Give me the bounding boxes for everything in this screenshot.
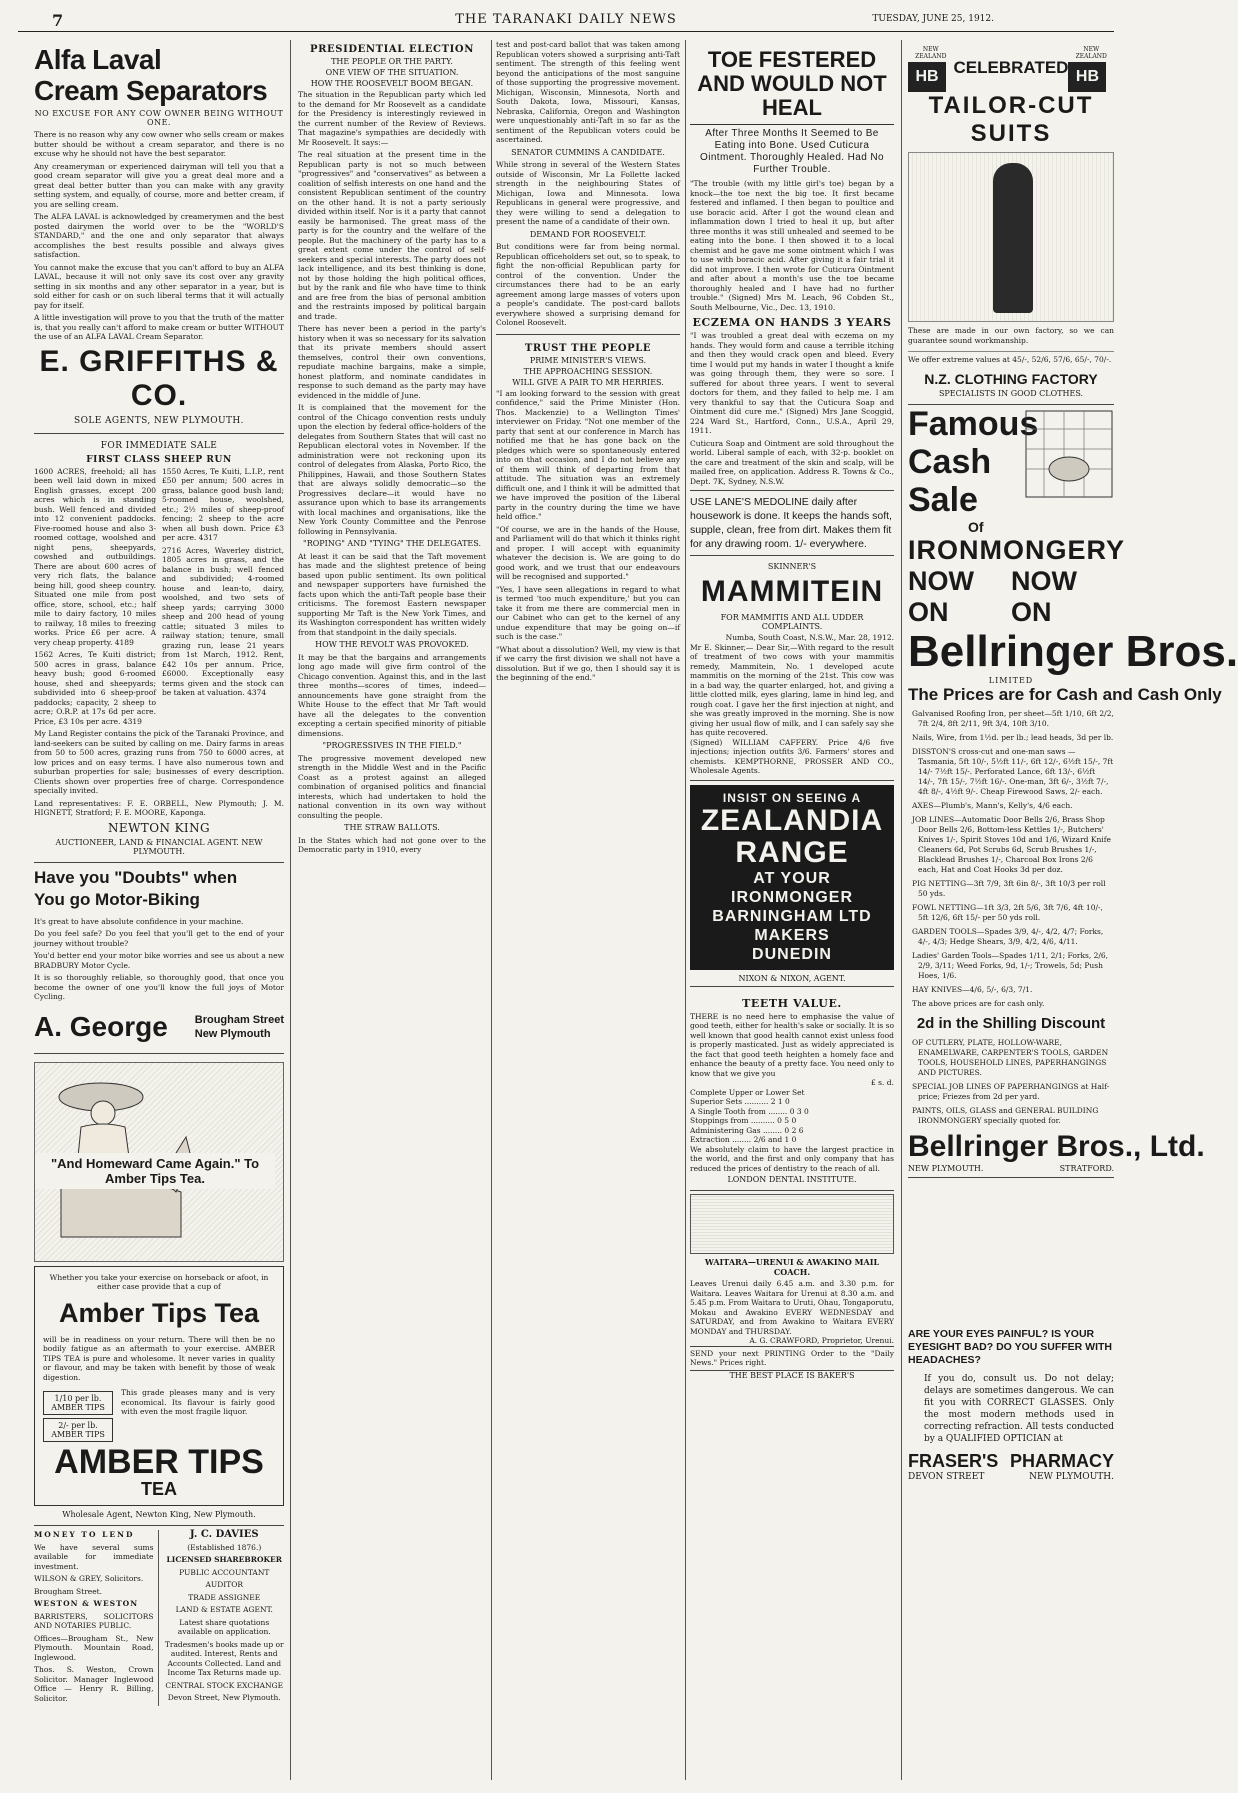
- trust-paragraph: "I am looking forward to the session with great confidence," said the Prime Minister (Hon. Thos. Mackenzie) to a Wellington Times' interviewer on Friday. "Not one member of the party that sent at our conference in March has notified me that he has gone back on the pledges which were so spontaneously entered into on that occasion, and I do not believe any of them will think of departing from that attitude. The situation was an extremely difficult one, and I think it will be admitted that we have improved the position of the Liberal party in the country during the time we have held office.": [496, 388, 680, 521]
- moto-paragraph: It is so thoroughly reliable, so thoroughly good, that once you become the owner of one you'll know the full joys of Motor Cycling.: [34, 973, 284, 1001]
- zealandia-agent: NIXON & NIXON, AGENT.: [690, 974, 894, 987]
- weston-staff: Thos. S. Weston, Crown Solicitor. Manager Inglewood Office — Henry R. Billing, Solicitor.: [34, 1665, 154, 1703]
- coach-sign: A. G. CRAWFORD, Proprietor, Urenui.: [749, 1336, 894, 1345]
- article-paragraph: It is complained that the movement for the control of the Chicago convention rests unduly upon the election by federal office-holders of the delegates from Southern States that will cast no Republican electoral votes in November. If the administration were not reckoning upon its control of delegates from Alaska, Porto Rico, the Philippines, Hawaii, and those Southern States that are always solidly democratic—so the Progressives declare—it would have no assurance upon which to base its arrangements with local machines and organisations, like the New York County Committee and the Penrose following in Pennsylvania.: [298, 403, 486, 536]
- price-item: GARDEN TOOLS—Spades 3/9, 4/-, 4/2, 4/7; Forks, 4/-, 4/3; Hedge Shears, 3/9, 4/2, 4/6, 4/11.: [912, 926, 1104, 946]
- george-name: A. George: [34, 1010, 168, 1042]
- pharmacy-word: PHARMACY: [1009, 1450, 1114, 1471]
- trust-paragraph: "Of course, we are in the hands of the House, and Parliament will do that which it thinks right and proper. I will accept with equanimity whatever the decision is. We are going to do good work, and we trust that our endeavours will be recognised and supported.": [496, 524, 680, 581]
- moto-paragraph: It's great to have absolute confidence in your machine.: [34, 916, 244, 926]
- hb-suits-ad: [908, 40, 1114, 405]
- newton-king: NEWTON KING: [108, 820, 210, 835]
- now-on-row: [908, 566, 1114, 628]
- cuticura-ad: [690, 40, 894, 491]
- suit-illustration: [908, 152, 1114, 322]
- alfa-laval-ad: [34, 40, 284, 434]
- money-body: We have several sums available for immediate investment.: [34, 1542, 154, 1571]
- article-paragraph: The real situation at the present time in the Republican party is not so much between "progressives" and "conservatives" as between a coalition of selfish interests on one hand and the consistent Republican sentiment of the country on the other hand. It is not a party seriously divided within itself. Nor is it a party that cannot easily be harmonised. The great mass of the party is for the country and the welfare of the people. But the machinery of the party has to a great extent come under the control of self-seekers and special interests. The party does not lack intelligence, and its best thinking is done, not by those holding the high political offices, but by the rank and file who have time to think and are free from the bias of personal ambition and the restraints imposed by political bargain and trade.: [298, 150, 486, 321]
- article-crosshead: HOW THE REVOLT WAS PROVOKED.: [315, 640, 469, 649]
- location-stratford: STRATFORD.: [1059, 1163, 1114, 1173]
- toe-festered-sub: After Three Months It Seemed to Be Eating into Bone. Used Cuticura Ointment. Thoroughly Healed. Had No Further Trouble.: [700, 128, 884, 175]
- teeth-price-head: £ s. d.: [871, 1078, 894, 1087]
- sale-listings: [34, 467, 284, 730]
- alfa-body: [34, 130, 284, 342]
- column-rule: [901, 40, 902, 1780]
- sale-item: 1600 ACRES, freehold; all has been well laid down in mixed English grasses, except 200 acres which is in standing bush. Well fenced and divided into 12 convenient paddocks. Five-roomed house and also 3-roomed cottage, woolshed and night pens, sheepyards, cowshed and outbuildings. There are about 600 acres of very rich flats, the balance being hill, good sheep country. Situated one mile from post office, store, school, etc.; half mile to dairy factory, 10 miles to railway, 18 miles to freezing works. Price £6 per acre. A very cheap property. 4189: [34, 466, 156, 647]
- newspaper-title: THE TARANAKI DAILY NEWS: [455, 12, 677, 27]
- lanes-medoline-ad: USE LANE'S MEDOLINE daily after housework is done. It keeps the hands soft, supple, clean, free from dirt. Makes them fit for any drawing room. 1/- everywhere.: [690, 491, 894, 556]
- celebrated-label: CELEBRATED: [953, 58, 1069, 77]
- column-1: [34, 40, 284, 1706]
- price-item: Nails, Wire, from 1½d. per lb.; lead heads, 3d per lb.: [912, 732, 1114, 742]
- alfa-tagline: NO EXCUSE FOR ANY COW OWNER BEING WITHOUT ONE.: [34, 109, 284, 127]
- ironmongery-word: IRONMONGERY: [908, 534, 1126, 565]
- teeth-price-row: A Single Tooth from ........ 0 3 0: [690, 1106, 809, 1116]
- zealandia-line-3: RANGE: [735, 835, 849, 869]
- bellringer-bros: Bellringer Bros.: [908, 626, 1238, 676]
- alfa-paragraph: There is no reason why any cow owner who sells cream or makes butter should be without a cream separator, and there is no excuse why he should not have the best separator.: [34, 130, 284, 158]
- hb-logo-icon: HB: [908, 62, 946, 92]
- bellringer-locations: [908, 1164, 1114, 1178]
- hb-nz-label: NEW ZEALAND: [1075, 46, 1107, 60]
- price-item: Galvanised Roofing Iron, per sheet—5ft 1/10, 6ft 2/2, 7ft 2/4, 8ft 2/11, 9ft 3/4, 10ft 3/10.: [912, 708, 1114, 728]
- column-4: [690, 40, 894, 1382]
- article-paragraph: The situation in the Republican party which led to the demand for Mr Roosevelt as a candidate for the Presidency is interestingly reviewed in the current number of the Review of Reviews. That magazine's sympathies are decidedly with Mr Roosevelt. It says:—: [298, 90, 486, 147]
- dental-institute: LONDON DENTAL INSTITUTE.: [727, 1175, 857, 1184]
- article-sub-1: THE PEOPLE OR THE PARTY.: [331, 57, 453, 66]
- motor-bike-ad: [34, 863, 284, 1054]
- zealandia-line-7: DUNEDIN: [752, 945, 832, 963]
- cash-word: Cash: [908, 442, 992, 481]
- bellringer-ad: [908, 404, 1238, 1178]
- man-in-suit-icon: [993, 163, 1033, 313]
- discount-heading: 2d in the Shilling Discount: [916, 1014, 1106, 1032]
- sheep-run-sale-ad: [34, 434, 284, 863]
- hb-note-2: We offer extreme values at 45/-, 52/6, 57/6, 65/-, 70/-.: [908, 351, 1114, 365]
- sale-item: 1562 Acres, Te Kuiti district; 500 acres in grass, balance heavy bush; good 6-roomed house, shed and sheepyards; subdivided into 6 sheep-proof paddocks; capacity, 2 sheep to acre; O.R.P. at 17s 6d per acre. Price, £3 10s per acre. 4319: [34, 650, 156, 726]
- moto-paragraph: Do you feel safe? Do you feel that you'll get to the end of your journey without trouble?: [34, 929, 284, 948]
- hb-header: [908, 44, 1114, 92]
- sale-heading: FOR IMMEDIATE SALE: [100, 440, 218, 451]
- trust-heading: TRUST THE PEOPLE: [524, 342, 652, 354]
- davies-quotes: Latest share quotations available on application.: [177, 1617, 271, 1636]
- newspaper-page: [18, 10, 1238, 1790]
- hb-logo-icon: HB: [1068, 62, 1106, 92]
- now-on-right: NOW ON: [1011, 565, 1077, 627]
- fester-body: "The trouble (with my little girl's toe) began by a knock—the toe next the big toe. It first became festered and inflamed. I then began to poultice and use boracic acid. After I got the wound clean and inflammation down I tried to heal it up, but after three months it was still unhealed and seemed to be eating into the bone. I then showed it to a local chemist and he gave me some ointment which I was to use with boracic acid. After giving it a fair trial it did not improve. I then wrote for Cuticura Ointment and after about a month's use the toe became thoroughly healed and I have had no further trouble." (Signed) Mrs M. Leach, 96 Cobden St., South Melbourne, Vic., Dec. 13, 1910.: [690, 179, 894, 312]
- paints-oils: PAINTS, OILS, GLASS and GENERAL BUILDING IRONMONGERY specially quoted for.: [912, 1105, 1099, 1125]
- alfa-paragraph: You cannot make the excuse that you can't afford to buy an ALFA LAVAL, because it will not only save its cost over any gravity setting in six months and any other separator in a year, but is sold either for cash or on such liberal terms that it will actually pay for itself.: [34, 262, 284, 310]
- land-reps: Land representatives: F. E. ORBELL, New Plymouth; J. M. HIGNETT, Stratford; F. E. MOORE, Kaponga.: [34, 798, 284, 817]
- price-item: PIG NETTING—3ft 7/9, 3ft 6in 8/-, 3ft 10/3 per roll 50 yds.: [912, 878, 1106, 898]
- column-rule: [491, 40, 492, 1780]
- of-word: Of: [968, 518, 984, 535]
- trust-people-article: [496, 334, 680, 683]
- zealandia-line-4: AT YOUR IRONMONGER: [731, 869, 853, 906]
- wilson-grey: WILSON & GREY, Solicitors.: [34, 1574, 144, 1583]
- devon-street: DEVON STREET: [908, 1471, 985, 1482]
- coach-body: Leaves Urenui daily 6.45 a.m. and 3.30 p.m. for Waitara. Leaves Waitara for Urenui at 8.30 a.m. and 5.45 p.m. From Waitara to Uruti, Ohau, Tongaporutu, Mokau and Awakino EVERY WEDNESDAY and SATURDAY, and from Awakino to Waitara EVERY MONDAY and THURSDAY.: [690, 1279, 894, 1336]
- moto-heading: Have you "Doubts" when: [34, 867, 238, 887]
- davies-exchange: CENTRAL STOCK EXCHANGE: [165, 1680, 284, 1690]
- eyes-body: If you do, consult us. Do not delay; delays are sometimes dangerous. We can fit you with CORRECT GLASSES. Only the most modern methods used in correcting refraction. All tests conducted by a QUALIFIED OPTICIAN at: [924, 1373, 1114, 1444]
- article-paragraph: There has never been a period in the party's history when it was so necessary for its salvation that its private members should assert themselves, control their own conventions, repudiate machine bargains, make a simple, honest platform, and nominate candidates in response to such demand as the party may have evidenced in the middle of June.: [298, 324, 486, 400]
- george-city: New Plymouth: [194, 1027, 271, 1040]
- davies-role-1: PUBLIC ACCOUNTANT: [179, 1567, 270, 1577]
- mail-coach-ad: [690, 1194, 894, 1380]
- bottom-professional-cards: [34, 1526, 284, 1706]
- bellringer-ltd: Bellringer Bros., Ltd.: [908, 1129, 1205, 1163]
- article-crosshead: SENATOR CUMMINS A CANDIDATE.: [511, 147, 665, 157]
- teeth-price-row: Administering Gas ........ 0 2 6: [690, 1125, 804, 1135]
- special-lines: SPECIAL JOB LINES OF PAPERHANGINGS at Half-price; Friezes from 2d per yard.: [912, 1081, 1110, 1101]
- nz-clothing-sub: SPECIALISTS IN GOOD CLOTHES.: [938, 388, 1084, 398]
- sale-item: 2716 Acres, Waverley district, 1805 acres in grass, and the balance in bush; well fenced and subdivided; 4-roomed house and lean-to, dairy, woolshed, and two sets of sheep yards; carrying 3000 sheep and 200 head of young cattle; situated 3 miles to railway station; tenure, small grazing run, lease 21 years from 1st March, 1912. Rent, £42 10s per annum. Price, £6000. Exceptionally easy terms given and the stock can be taken at valuation. 4374: [162, 545, 284, 697]
- coach-heading: WAITARA—URENUI & AWAKINO MAIL COACH.: [704, 1257, 880, 1277]
- alfa-paragraph: Any creameryman or experienced dairyman will tell you that a good cream separator will give you a great deal more and a great deal better butter than you can make with any gravity setting system, and equally, of course, more and better cream, if you are selling cream.: [34, 161, 284, 209]
- zealandia-line-6: MAKERS: [754, 926, 830, 944]
- zealandia-line-5: BARNINGHAM LTD: [712, 907, 872, 925]
- issue-date: TUESDAY, JUNE 25, 1912.: [872, 14, 994, 24]
- toe-festered-heading: TOE FESTERED AND WOULD NOT HEAL: [690, 44, 894, 125]
- article-paragraph: The progressive movement developed new strength in the Middle West and in the Pacific Coast as a protest against an alleged combination of organised politics and financial interests, which had undertaken to hold the national convention in its own way without consulting the people.: [298, 753, 486, 820]
- mammitein-body: Mr E. Skinner,— Dear Sir,—With regard to the result of treatment of two cows with your mammitis remedy, Mammitein, No. 1 developed acute mammitis on the morning of the 21st. This cow was in a bad way, the quarter enlarged, hot, and giving a little clotted milk, eyes glaring, lame in hind leg, and rough coat. I gave her the first injection at night, and she was greatly improved in the morning. She is now giving her usual flow of milk, and I can safely say she has quite recovered.: [690, 642, 894, 737]
- weston-offices: Offices—Brougham St., New Plymouth. Mountain Road, Inglewood.: [34, 1633, 154, 1662]
- teeth-price-row: Superior Sets .......... 2 1 0: [690, 1097, 790, 1106]
- article-paragraph: It may be that the bargains and arrangements long ago made will give firm control of the Chicago convention. Against this, and in the last three months—scores of times, indeed—announcements have gone straight from the White House to the effect that Mr Taft would have all the delegates to the convention excepting a certain specified minority of pitiable dimensions.: [298, 652, 486, 738]
- davies-licensed: LICENSED SHAREBROKER: [166, 1555, 282, 1564]
- teeth-body: THERE is no need here to emphasise the value of good teeth, either for health's sake or socially. It is so well known that good health cannot exist unless food is properly masticated. Just as widely appreciated is the fact that good teeth heighten a homely face and enhance the beauty of a pretty face. You need only to know that we give you: [690, 1011, 894, 1078]
- article-sub-3: HOW THE ROOSEVELT BOOM BEGAN.: [310, 79, 474, 88]
- hb-logo-left: [908, 44, 954, 92]
- price-note: This grade pleases many and is very economical. Its flavour is fairly good with even the most fragile liquor.: [121, 1388, 275, 1416]
- bakers-footer: THE BEST PLACE IS BAKER'S: [690, 1370, 894, 1380]
- article-crosshead: "PROGRESSIVES IN THE FIELD.": [322, 741, 462, 750]
- page-number: 7: [52, 11, 64, 30]
- article-crosshead: THE STRAW BALLOTS.: [344, 823, 440, 832]
- money-to-lend: MONEY TO LEND: [34, 1530, 135, 1539]
- griffiths-sub: SOLE AGENTS, NEW PLYMOUTH.: [74, 415, 244, 426]
- hb-logo-right: [1068, 44, 1114, 92]
- trust-paragraph: "What about a dissolution? Well, my view is that if we carry the first division we shall not have a dissolution. But if we go, then I should say it is the beginning of the end.": [496, 644, 680, 682]
- amber-tea-word: TEA: [141, 1479, 177, 1499]
- tailor-cut-suits: TAILOR-CUT SUITS: [928, 92, 1094, 147]
- price-item: JOB LINES—Automatic Door Bells 2/6, Brass Shop Door Bells 2/6, Bottom-less Kettles 1/-, Butchers' Knives 1/-, Spirit Stoves 10d and 1/6, Wizard Knife Cleaners 6d, Pot Scrubs 6d, Scrub Brushes 1/-, Blacklead Brushes 1/-, Charcoal Box Irons 2/6 each, Hat and Coat Hooks 3d per doz.: [912, 814, 1111, 874]
- horsewoman-illustration: [34, 1062, 284, 1262]
- moto-paragraph: You'd better end your motor bike worries and see us about a new BRADBURY Motor Cycle.: [34, 951, 284, 970]
- article-paragraph: test and post-card ballot that was taken among Republican voters showed a surprising anti-Taft sentiment. The strength of this feeling went beyond the anticipations of the most sanguine of those supporting the progressive movement. Michigan, Wisconsin, Minnesota, North and South Dakota, Iowa, Missouri, Kansas, Nebraska, California, Oregon and Washington were unquestionably anti-Taft in so far as the sentiment of the Republican voters could be ascertained.: [496, 40, 680, 144]
- mammitein-sub: FOR MAMMITIS AND ALL UDDER COMPLAINTS.: [720, 613, 864, 631]
- discount-body: OF CUTLERY, PLATE, HOLLOW-WARE, ENAMELWARE, CARPENTER'S TOOLS, GARDEN TOOLS, HOUSEHOLD LINES, PAPERHANGINGS AND PICTURES.: [912, 1037, 1109, 1077]
- teeth-prices: [690, 1088, 894, 1145]
- amber-tips-brand: AMBER TIPS: [54, 1443, 264, 1481]
- article-paragraph: While strong in several of the Western States outside of Wisconsin, Mr La Follette lacked strength in the neighbouring States of Michigan, Iowa and Minnesota. Iowa Republicans in general were progressive, and they were willing to send a delegation to present the name of a candidate of their own.: [496, 160, 680, 226]
- eyes-heading: ARE YOUR EYES PAINFUL? IS YOUR EYESIGHT BAD? DO YOU SUFFER WITH HEADACHES?: [908, 1327, 1112, 1366]
- tea-intro: Whether you take your exercise on horseback or afoot, in either case provide that a cup of: [49, 1272, 269, 1291]
- tea-title: Amber Tips Tea: [58, 1297, 260, 1328]
- article-paragraph: In the States which had not gone over to the Democratic party in 1910, every: [298, 835, 486, 854]
- price-list: [908, 709, 1114, 1009]
- column-2: [298, 40, 486, 858]
- teeth-heading: TEETH VALUE.: [742, 996, 842, 1010]
- trust-paragraph: "Yes, I have seen allegations in regard to what is termed 'too much expenditure,' but you can take it from me there are commercial men in our Cabinet who can get to the kernel of any undue expenditure that may be going on—if such is the case.": [496, 584, 680, 641]
- fraser-address: [908, 1472, 1114, 1482]
- price-item: AXES—Plumb's, Mann's, Kelly's, 4/6 each.: [912, 800, 1073, 810]
- column-3: [496, 40, 680, 686]
- price-box-2: 2/- per lb. AMBER TIPS: [43, 1418, 113, 1442]
- price-box-1: 1/10 per lb. AMBER TIPS: [43, 1391, 113, 1415]
- tea-box: [34, 1266, 284, 1507]
- alfa-heading: Alfa Laval: [34, 44, 162, 75]
- sale-item: 1550 Acres, Te Kuiti, L.I.P., rent £50 per annum; 500 acres in grass, balance good bush land; 5-roomed house, woolshed, etc.; 2½ miles of sheep-proof fencing; 2 sheep to the acre when all bush down. Price £3 per acre. 4317: [162, 466, 284, 542]
- davies-role-3: TRADE ASSIGNEE: [188, 1592, 261, 1602]
- column-5: [908, 40, 1238, 1482]
- hb-note-1: These are made in our own factory, so we can guarantee sound workmanship.: [908, 326, 1114, 345]
- prices-cash: The Prices are for Cash and Cash Only: [908, 684, 1222, 704]
- bellringer-limited: LIMITED: [988, 675, 1034, 685]
- nz-clothing-factory: N.Z. CLOTHING FACTORY: [924, 370, 1098, 387]
- land-register: My Land Register contains the pick of the Taranaki Province, and land-seekers can be suited by calling on me. Dairy farms in areas from 50 to 500 acres, grazing runs from 750 to 6000 acres, at low prices and on easy terms. I have also numerous town and suburban properties for sale; businesses of every description. Clients shown over properties free of charge. Correspondence specially invited.: [34, 729, 284, 795]
- george-address: [195, 1013, 284, 1041]
- price-item: Ladies' Garden Tools—Spades 1/11, 2/1; Forks, 2/6, 2/9, 3/11; Weed Forks, 9d, 1/-; Trowels, 5d; Push Hoes, 1/6.: [912, 950, 1109, 980]
- location-np: NEW PLYMOUTH.: [908, 1163, 984, 1173]
- tea-body: will be in readiness on your return. There will then be no bodily fatigue as an aftermath to your exercise. AMBER TIPS TEA is pure and wholesome. It never varies in quality or flavour, and may be taken with benefit by those of weak digestion.: [43, 1334, 275, 1382]
- masthead: [18, 10, 1114, 32]
- hb-nz-label: NEW ZEALAND: [915, 46, 947, 60]
- davies-role-4: LAND & ESTATE AGENT.: [175, 1605, 273, 1614]
- fraser-pharmacy-ad: [908, 1178, 1114, 1482]
- zealandia-range-ad: [690, 785, 894, 970]
- teeth-close: We absolutely claim to have the largest practice in the world, and the first and only company that has reduced the prices of dentistry to the reach of all.: [690, 1144, 894, 1173]
- new-plymouth: NEW PLYMOUTH.: [1029, 1471, 1114, 1482]
- brougham-street: Brougham Street.: [34, 1586, 103, 1596]
- alfa-paragraph: A little investigation will prove to you that the truth of the matter is, that you really can't afford to make cream or butter WITHOUT the use of an ALFA LAVAL Cream Separator.: [34, 313, 284, 341]
- teeth-price-row: Stoppings from .......... 0 5 0: [690, 1116, 797, 1125]
- alfa-paragraph: The ALFA LAVAL is acknowledged by creamerymen and the best posted dairymen the world over to be the "WORLD'S STANDARD," and the one and only separator that always accomplishes the best results possible and always gives satisfaction.: [34, 212, 284, 259]
- column-rule: [685, 40, 686, 1780]
- amber-tips-ad: [34, 1054, 284, 1527]
- article-crosshead: DEMAND FOR ROOSEVELT.: [529, 229, 647, 239]
- price-item: DISSTON'S cross-cut and one-man saws — Tasmania, 5ft 10/-, 5½ft 11/-, 6ft 12/-, 6½ft 15/-, 7ft 14/- 7½ft 15/-. Perforated Lance, 6ft 13/-, 6½ft 14/-, 7ft 15/-, 7½ft 16/-. One-man, 3ft 6/-, 3½ft 7/-, 4ft 8/-, 4½ft 9/-. Cheap Firewood Saws, 2/- each.: [912, 746, 1114, 796]
- zealandia-line-1: INSIST ON SEEING A: [722, 790, 862, 805]
- fraser-row: [908, 1451, 1114, 1472]
- george-signature: [34, 1005, 284, 1049]
- article-heading: PRESIDENTIAL ELECTION: [310, 44, 474, 55]
- price-item: HAY KNIVES—4/6, 5/-, 6/3, 7/1.: [912, 984, 1033, 994]
- famous-word: Famous: [908, 404, 1039, 443]
- coach-illustration: [690, 1194, 894, 1254]
- print-order: SEND your next PRINTING Order to the "Daily News." Prices right.: [690, 1346, 894, 1368]
- article-continued: [496, 40, 680, 328]
- teeth-value-ad: [690, 989, 894, 1192]
- famous-sale-header: [908, 405, 1114, 519]
- george-street: Brougham Street: [194, 1013, 284, 1026]
- article-sub-2: ONE VIEW OF THE SITUATION.: [325, 68, 459, 77]
- mammitein-sign: (Signed) WILLIAM CAFFERY. Price 4/6 five injections; injection outfits 3/6. Farmers' stores and chemists. KEMPTHORNE, PROSSER AND CO., Wholesale Agents.: [690, 737, 894, 775]
- article-paragraph: At least it can be said that the Taft movement has made and the slightest pretence of being based upon public sentiment. Its own political and newspaper supporters have furnished the facts upon which the anti-Taft people base their criticisms. The foremost Eastern newspaper supporting Mr Taft is the New York Times, and its Washington correspondent has written widely from that standpoint in the daily specials.: [298, 551, 486, 637]
- column-rule: [290, 40, 291, 1780]
- davies-role-2: AUDITOR: [205, 1580, 243, 1589]
- zealandia-line-2: ZEALANDIA: [700, 803, 884, 837]
- mammitein-address: Numba, South Coast, N.S.W., Mar. 28, 1912.: [725, 633, 894, 642]
- weston-sub: BARRISTERS, SOLICITORS AND NOTARIES PUBLIC.: [34, 1611, 154, 1630]
- homeward-quote: "And Homeward Came Again." To Amber Tips Tea.: [35, 1153, 275, 1189]
- sale-subheading: FIRST CLASS SHEEP RUN: [86, 454, 232, 465]
- article-paragraph: But conditions were far from being normal. Republican officeholders set out, so to speak, to fight the non-official Republican party for control of the convention. Under the circumstances there had to be an early agreement among large masses of voters upon a people's candidate. The post-card ballots everywhere showed a surprising demand for Colonel Roosevelt.: [496, 242, 680, 327]
- davies-address: Devon Street, New Plymouth.: [167, 1693, 281, 1702]
- trust-sub-2: THE APPROACHING SESSION.: [523, 366, 653, 376]
- tea-wholesale: Wholesale Agent, Newton King, New Plymouth.: [62, 1510, 256, 1519]
- poultry-netting-icon: [1024, 409, 1114, 499]
- teeth-price-row: Extraction ........ 2/6 and 1 0: [690, 1135, 797, 1144]
- mammitein-maker: SKINNER'S: [767, 562, 817, 571]
- weston-heading: WESTON & WESTON: [34, 1599, 139, 1608]
- alfa-heading-2: Cream Separators: [34, 75, 268, 106]
- davies-name: J. C. DAVIES: [189, 1529, 259, 1540]
- trust-sub-1: PRIME MINISTER'S VIEWS.: [529, 355, 647, 365]
- price-item: The above prices are for cash only.: [912, 998, 1045, 1008]
- griffiths-name: E. GRIFFITHS & CO.: [39, 344, 279, 412]
- davies-services: Tradesmen's books made up or audited. Interest, Rents and Accounts Collected. Land and Income Tax Returns made up.: [164, 1639, 284, 1677]
- article-body: [298, 90, 486, 855]
- newton-king-sub: AUCTIONEER, LAND & FINANCIAL AGENT. NEW PLYMOUTH.: [55, 837, 263, 856]
- eczema-heading: ECZEMA ON HANDS 3 YEARS: [692, 316, 892, 329]
- davies-est: (Established 1876.): [187, 1542, 262, 1552]
- sale-word: Sale: [908, 480, 978, 519]
- now-on-left: NOW ON: [908, 565, 974, 627]
- mammitein-ad: [690, 556, 894, 781]
- moto-heading-2: You go Motor-Biking: [34, 889, 200, 909]
- teeth-price-row: Complete Upper or Lower Set: [690, 1087, 805, 1097]
- cuticura-footer: Cuticura Soap and Ointment are sold throughout the world. Liberal sample of each, with 32-p. booklet on the care and treatment of the skin and scalp, will be mailed free, on application. Address R. Towns & Co., Dept. 7K, Sydney, N.S.W.: [690, 438, 894, 486]
- mammitein-name: MAMMITEIN: [700, 575, 884, 608]
- trust-sub-3: WILL GIVE A PAIR TO MR HERRIES.: [512, 377, 664, 387]
- article-crosshead: "ROPING" AND "TYING" THE DELEGATES.: [303, 539, 481, 548]
- price-item: FOWL NETTING—1ft 3/3, 2ft 5/6, 3ft 7/6, 4ft 10/-, 5ft 12/6, 6ft 15/- per 50 yds roll.: [912, 902, 1103, 922]
- fraser-name: FRASER'S: [908, 1450, 999, 1471]
- eczema-body: "I was troubled a great deal with eczema on my hands. They would form and cause a terrible itching and then they would crack open and bleed. Every time I would put my hands in water I thought a knife was going through them, they were so sore. I suffered for about three years. I went to several doctors for them, and they failed to help me. I am very thankful to say that the Cuticura Soap and Ointment did cure me." (Signed) Mrs Jane Scoggid, 224 Ward St., Hartford, Conn., U.S.A., April 29, 1911.: [690, 331, 894, 435]
